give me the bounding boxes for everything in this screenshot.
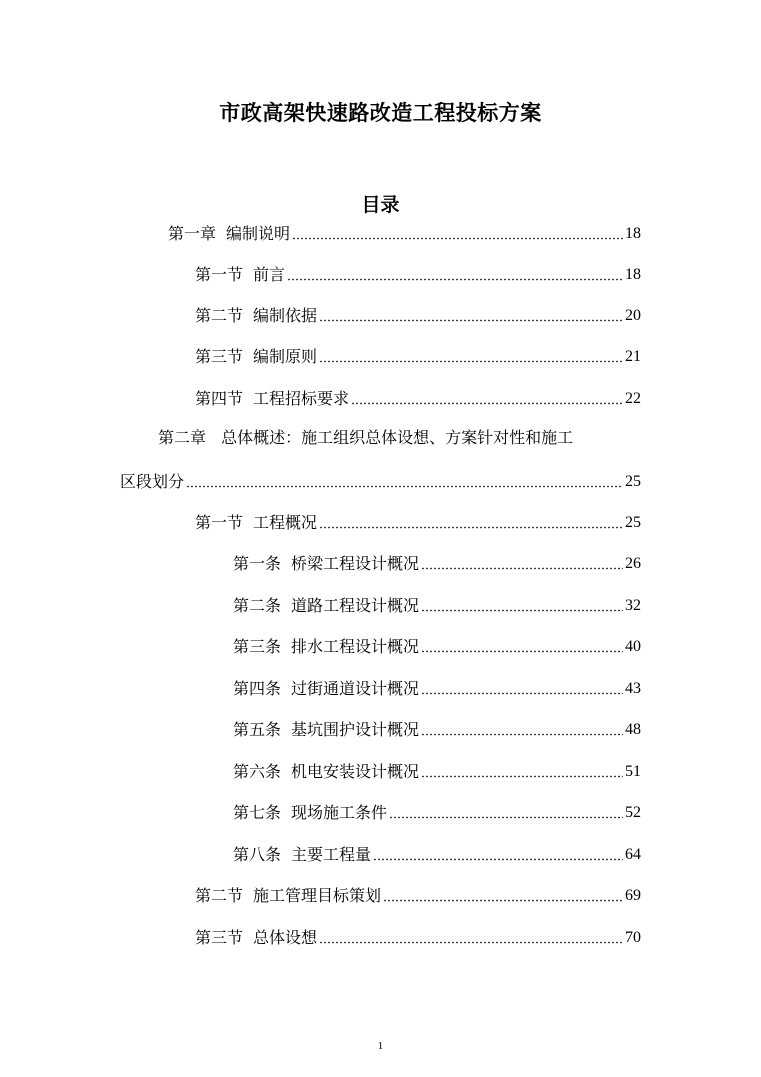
toc-entry-label: 第一章 [168,224,217,243]
toc-entry-label: 第二节 [195,886,244,905]
toc-entry-label: 第二章 [158,428,207,447]
toc-entry-section[interactable] [195,509,641,533]
toc-entry-label: 第三节 [195,928,244,947]
toc-entry-title: 编制依据 [253,306,318,325]
toc-entry-page: 69 [625,887,641,904]
toc-entry-title: 编制说明 [226,224,291,243]
toc-leader-dots [351,402,623,405]
toc-entry-page: 32 [625,597,641,614]
toc-entry-page: 51 [625,763,641,780]
toc-entry-label: 第一条 [233,554,282,573]
toc-leader-dots [383,899,623,902]
toc-entry-article[interactable] [233,633,641,657]
toc-entry-label: 第二条 [233,596,282,615]
toc-entry-label: 第八条 [233,845,282,864]
toc-entry-label: 第三条 [233,637,282,656]
toc-entry-title: 工程招标要求 [253,389,350,408]
toc-entry-page: 20 [625,307,641,324]
toc-entry-section[interactable] [195,882,641,906]
toc-leader-dots [421,567,623,570]
toc-entry-page: 40 [625,638,641,655]
toc-entry-page: 21 [625,348,641,365]
toc-entry-label: 第七条 [233,803,282,822]
toc-entry-article[interactable] [233,716,641,740]
toc-entry-page: 25 [625,514,641,531]
toc-entry-title: 施工管理目标策划 [253,886,382,905]
toc-entry-title: 机电安装设计概况 [291,762,420,781]
toc-leader-dots [421,775,623,778]
document-title: 市政高架快速路改造工程投标方案 [219,101,542,125]
toc-leader-dots [389,816,623,819]
toc-leader-dots [287,278,623,281]
toc-entry-title: 桥梁工程设计概况 [291,554,420,573]
toc-entry-title: 总体概述：施工组织总体设想、方案针对性和施工 [221,428,574,447]
toc-entry-title: 前言 [253,265,286,284]
toc-leader-dots [319,526,623,529]
page-number: 1 [377,1040,384,1052]
toc-entry-title: 主要工程量 [291,845,372,864]
toc-leader-dots [319,319,623,322]
toc-entry-page: 18 [625,225,641,242]
toc-entry-page: 22 [625,390,641,407]
toc-leader-dots [421,692,623,695]
toc-entry-label: 第五条 [233,720,282,739]
toc-entry-page: 18 [625,266,641,283]
toc-entry-label: 第三节 [195,347,244,366]
toc-entry-section[interactable] [195,261,641,285]
toc-entry-title: 道路工程设计概况 [291,596,420,615]
toc-entry-title-continuation: 区段划分 [120,472,185,491]
toc-entry-title: 编制原则 [253,347,318,366]
toc-entry-section[interactable] [195,385,641,409]
toc-leader-dots [186,485,623,488]
toc-entry-page: 70 [625,929,641,946]
toc-entry-article[interactable] [233,758,641,782]
toc-entry-article[interactable] [233,799,641,823]
toc-leader-dots [292,237,623,240]
toc-entry-page: 26 [625,555,641,572]
toc-entry-label: 第二节 [195,306,244,325]
toc-entry-chapter-2-continuation[interactable] [120,468,641,492]
toc-leader-dots [421,733,623,736]
toc-leader-dots [421,650,623,653]
toc-leader-dots [319,360,623,363]
toc-entry-section[interactable] [195,924,641,948]
toc-entry-chapter-1[interactable] [168,220,641,244]
toc-entry-label: 第一节 [195,265,244,284]
toc-entry-article[interactable] [233,841,641,865]
toc-entry-label: 第四节 [195,389,244,408]
toc-entry-page: 25 [625,473,641,490]
toc-entry-label: 第一节 [195,513,244,532]
toc-entry-title: 排水工程设计概况 [291,637,420,656]
toc-entry-page: 48 [625,721,641,738]
toc-entry-section[interactable] [195,343,641,367]
toc-entry-label: 第四条 [233,679,282,698]
toc-entry-article[interactable] [233,592,641,616]
toc-entry-title: 工程概况 [253,513,318,532]
toc-entry-title: 过街通道设计概况 [291,679,420,698]
toc-entry-page: 52 [625,804,641,821]
toc-entry-section[interactable] [195,302,641,326]
toc-entry-page: 43 [625,680,641,697]
toc-entry-title: 基坑围护设计概况 [291,720,420,739]
toc-entry-article[interactable] [233,550,641,574]
toc-leader-dots [421,609,623,612]
toc-entry-chapter-2[interactable] [158,428,573,448]
toc-entry-title: 总体设想 [253,928,318,947]
toc-entry-article[interactable] [233,675,641,699]
toc-entry-page: 64 [625,846,641,863]
toc-leader-dots [373,858,623,861]
toc-heading: 目录 [361,194,400,216]
toc-leader-dots [319,941,623,944]
toc-entry-title: 现场施工条件 [291,803,388,822]
toc-entry-label: 第六条 [233,762,282,781]
